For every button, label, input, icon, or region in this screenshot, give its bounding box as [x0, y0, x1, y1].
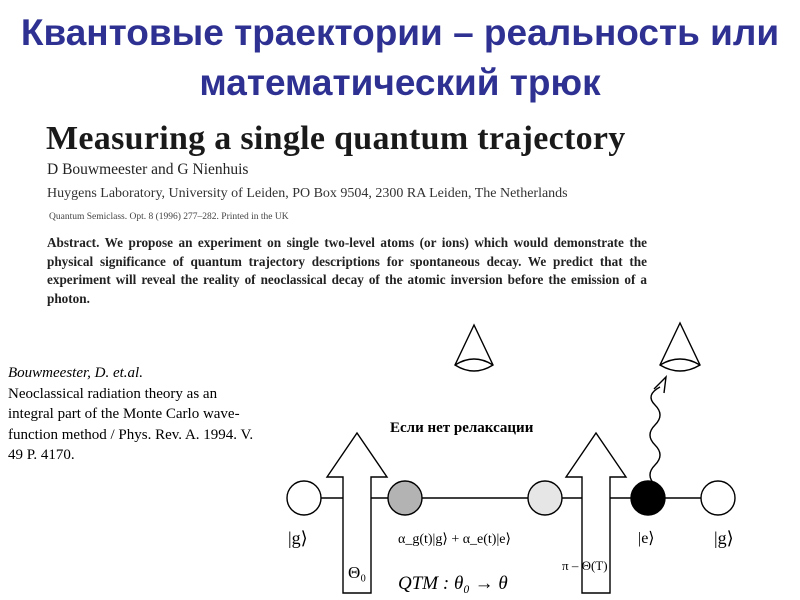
detector-left-icon	[455, 325, 493, 371]
trajectory-diagram	[270, 315, 800, 600]
detector-right-icon	[660, 323, 700, 371]
photon-wave	[650, 387, 660, 485]
ket-g-left: |g⟩	[288, 528, 308, 548]
paper-scan	[44, 120, 669, 315]
ket-e: |e⟩	[638, 530, 655, 547]
state-superposition-1	[388, 481, 422, 515]
reference-text: Neoclassical radiation theory as an integral part of the Monte Carlo wave-function method / Phys. Rev. A. 1994. V. 49 P. 4170.	[8, 385, 254, 463]
superposition-label: α_g(t)|g⟩ + α_e(t)|e⟩	[398, 532, 511, 547]
ket-g-right: |g⟩	[714, 528, 734, 548]
paper-affiliation: Huygens Laboratory, University of Leiden, PO Box 9504, 2300 RA Leiden, The Netherlands	[47, 186, 568, 201]
paper-abstract	[47, 234, 647, 308]
state-ground-right	[701, 481, 735, 515]
state-ground-left	[287, 481, 321, 515]
reference	[8, 363, 258, 466]
theta0-label: Θ₀	[348, 563, 367, 582]
reference-author: Bouwmeester, D. et.al.	[8, 365, 143, 381]
slide-title: Квантовые траектории – реальность или математический трюк	[20, 12, 780, 103]
abstract-text: We propose an experiment on single two-level atoms (or ions) which would demonstrate the physical significance of quantum trajectory descriptions for spontaneous decay. We predict that the experiment will reveal the reality of neoclassical decay of the atomic inversion before the emission of a photon.	[47, 235, 648, 306]
photon-arrowhead-icon	[654, 377, 666, 393]
diagram-graphics	[270, 315, 800, 600]
paper-journal: Quantum Semiclass. Opt. 8 (1996) 277–282. Printed in the UK	[49, 212, 289, 222]
pi-theta-label: π – Θ(T)	[562, 558, 608, 573]
relaxation-label: Если нет релаксации	[390, 420, 534, 436]
state-superposition-2	[528, 481, 562, 515]
paper-title: Measuring a single quantum trajectory	[46, 120, 626, 157]
paper-authors: D Bouwmeester and G Nienhuis	[47, 161, 249, 178]
abstract-label: Abstract.	[47, 235, 100, 250]
qtm-label: QTM : θ₀ → θ	[398, 573, 508, 594]
state-excited	[631, 481, 665, 515]
